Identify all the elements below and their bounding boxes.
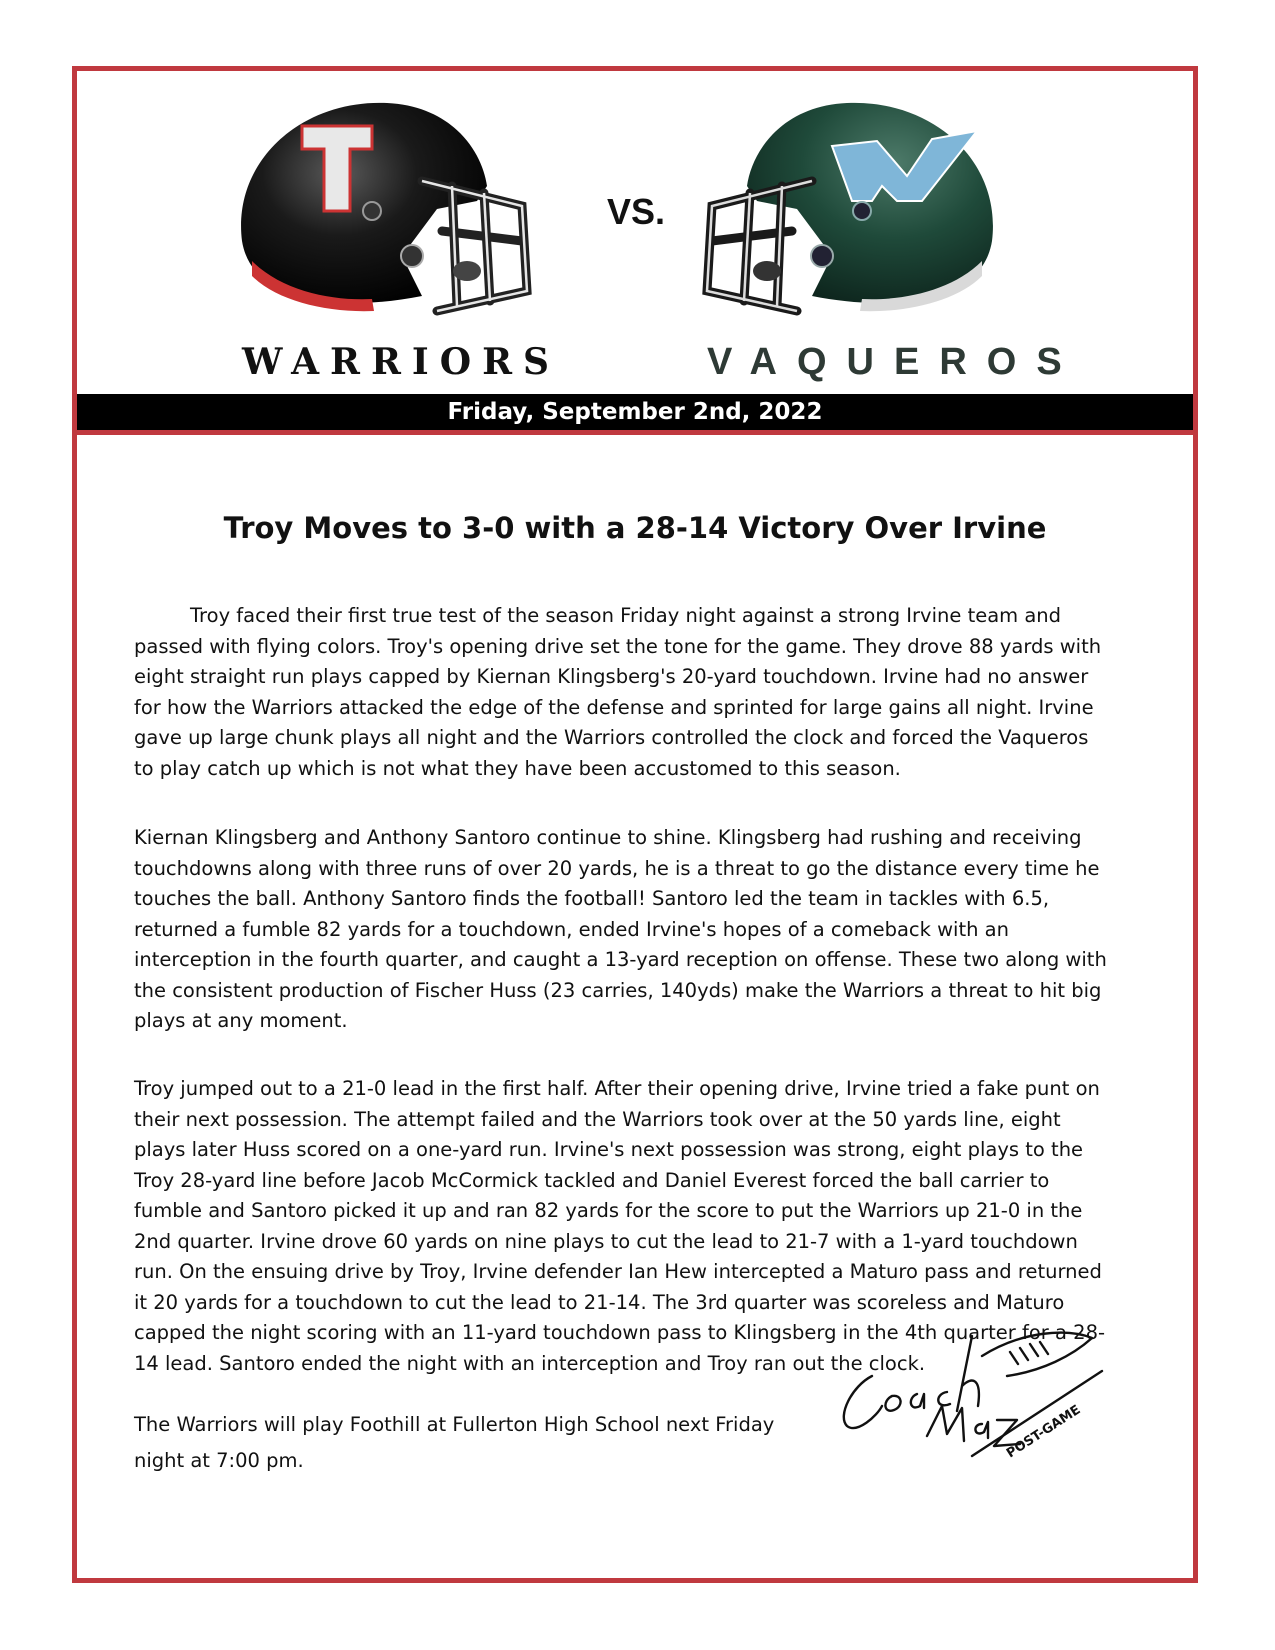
warriors-helmet-icon bbox=[222, 91, 542, 331]
article-paragraph: Kiernan Klingsberg and Anthony Santoro continue to shine. Klingsberg had rushing and receiving touchdowns along with three runs of over 20 yards, he is a threat to go the distance every time he touches the ball. Anthony Santoro finds the football! Santoro led the team in tackles with 6.5, returned a fumble 82 yards for a touchdown, ended Irvine's hopes of a comeback with an interception in the fourth quarter, and caught a 13-yard reception on offense. These two along with the consistent production of Fischer Huss (23 carries, 140yds) make the Warriors a threat to hit big plays at any moment. bbox=[134, 826, 1107, 1032]
matchup-header bbox=[77, 71, 1193, 394]
svg-text:POST-GAME: POST-GAME bbox=[1004, 1402, 1084, 1462]
article-paragraph: The Warriors will play Foothill at Fullerton High School next Friday night at 7:00 pm. bbox=[134, 1413, 775, 1472]
coach-maz-signature-logo bbox=[832, 1316, 1107, 1471]
article-headline: Troy Moves to 3-0 with a 28-14 Victory Over Irvine bbox=[223, 511, 1047, 545]
vaqueros-helmet-icon bbox=[692, 91, 1012, 331]
page-frame bbox=[72, 66, 1198, 1583]
article-paragraph: Troy faced their first true test of the season Friday night against a strong Irvine team and passed with flying colors. Troy's opening drive set the tone for the game. They drove 88 yards with eight straight run plays capped by Kiernan Klingsberg's 20-yard touchdown. Irvine had no answer for how the Warriors attacked the edge of the defense and sprinted for large gains all night. Irvine gave up large chunk plays all night and the Warriors controlled the clock and forced the Vaqueros to play catch up which is not what they have been accustomed to this season. bbox=[134, 604, 1102, 780]
article-paragraph: Troy jumped out to a 21-0 lead in the first half. After their opening drive, Irvine tried a fake punt on their next possession. The attempt failed and the Warriors took over at the 50 yards line, eight plays later Huss scored on a one-yard run. Irvine's next possession was strong, eight plays to the Troy 28-yard line before Jacob McCormick tackled and Daniel Everest forced the ball carrier to fumble and Santoro picked it up and ran 82 yards for the score to put the Warriors up 21-0 in the 2nd quarter. Irvine drove 60 yards on nine plays to cut the lead to 21-7 with a 1-yard touchdown run. On the ensuing drive by Troy, Irvine defender Ian Hew intercepted a Maturo pass and returned it 20 yards for a touchdown to cut the lead to 21-14. The 3rd quarter was scoreless and Maturo capped the night scoring with an 11-yard touchdown pass to Klingsberg in the 4th quarter for a 28-14 lead. Santoro ended the night with an interception and Troy ran out the clock. bbox=[134, 1077, 1106, 1375]
versus-label: VS. bbox=[607, 191, 666, 232]
game-date-bar: Friday, September 2nd, 2022 bbox=[77, 394, 1193, 435]
away-team-name: VAQUEROS bbox=[707, 341, 1082, 383]
home-team-name: WARRIORS bbox=[242, 341, 561, 383]
